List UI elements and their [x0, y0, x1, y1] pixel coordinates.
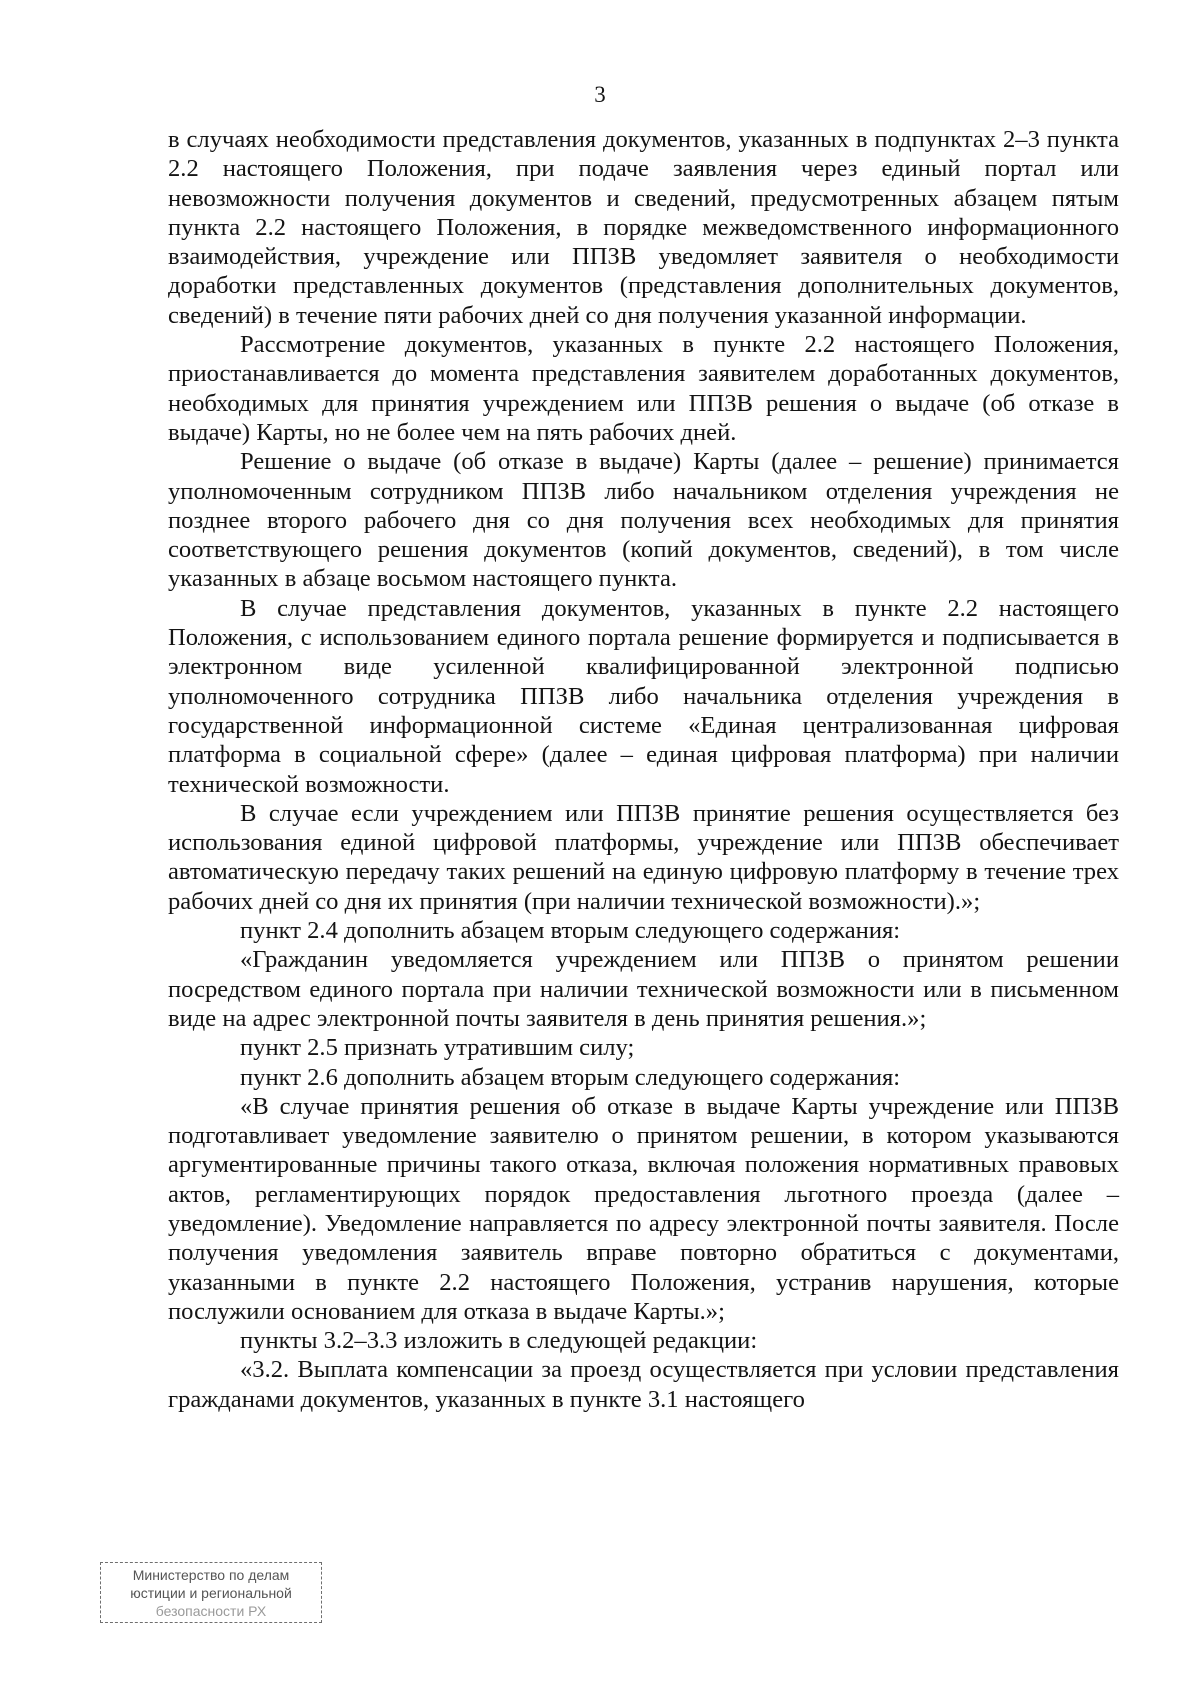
paragraph: в случаях необходимости представления документов, указанных в подпунктах 2–3 пункта 2.2 настоящего Положения, при подаче заявления через единый портал или невозможности получения документов и сведений, предусмотренных абзацем пятым пункта 2.2 настоящего Положения, в порядке межведомственного информационного взаимодействия, учреждение или ППЗВ уведомляет заявителя о необходимости доработки представленных документов (представления дополнительных документов, сведений) в течение пяти рабочих дней со дня получения указанной информации.	[168, 126, 1119, 329]
paragraph: пункт 2.4 дополнить абзацем вторым следующего содержания:	[240, 917, 901, 945]
page-number: 3	[594, 82, 606, 107]
paragraph: «Гражданин уведомляется учреждением или ППЗВ о принятом решении посредством единого портала при наличии технической возможности или в письменном виде на адрес электронной почты заявителя в день принятия решения.»;	[168, 946, 1119, 1032]
stamp-line: безопасности РХ	[155, 1603, 267, 1619]
paragraph: пункт 2.5 признать утратившим силу;	[240, 1034, 635, 1062]
ministry-stamp	[100, 1562, 322, 1623]
paragraph: пункт 2.6 дополнить абзацем вторым следующего содержания:	[240, 1063, 901, 1091]
document-body	[168, 125, 1119, 1414]
paragraph: Решение о выдаче (об отказе в выдаче) Карты (далее – решение) принимается уполномоченным сотрудником ППЗВ либо начальником отделения учреждения не позднее второго рабочего дня со дня получения всех необходимых для принятия соответствующего решения документов (копий документов, сведений), в том числе указанных в абзаце восьмом настоящего пункта.	[168, 448, 1119, 593]
paragraph: «3.2. Выплата компенсации за проезд осуществляется при условии представления гражданами документов, указанных в пункте 3.1 настоящего	[168, 1356, 1119, 1413]
paragraph: Рассмотрение документов, указанных в пункте 2.2 настоящего Положения, приостанавливается до момента представления заявителем доработанных документов, необходимых для принятия учреждением или ППЗВ решения о выдаче (об отказе в выдаче) Карты, но не более чем на пять рабочих дней.	[168, 331, 1119, 446]
stamp-line: юстиции и региональной	[130, 1585, 292, 1601]
stamp-line: Министерство по делам	[132, 1567, 290, 1583]
paragraph: «В случае принятия решения об отказе в выдаче Карты учреждение или ППЗВ подготавливает уведомление заявителю о принятом решении, в котором указываются аргументированные причины такого отказа, включая положения нормативных правовых актов, регламентирующих порядок предоставления льготного проезда (далее – уведомление). Уведомление направляется по адресу электронной почты заявителя. После получения уведомления заявитель вправе повторно обратиться с документами, указанными в пункте 2.2 настоящего Положения, устранив нарушения, которые послужили основанием для отказа в выдаче Карты.»;	[168, 1092, 1119, 1325]
paragraph: В случае если учреждением или ППЗВ принятие решения осуществляется без использования единой цифровой платформы, учреждение или ППЗВ обеспечивает автоматическую передачу таких решений на единую цифровую платформу в течение трех рабочих дней со дня их принятия (при наличии технической возможности).»;	[168, 799, 1119, 915]
paragraph: пункты 3.2–3.3 изложить в следующей редакции:	[240, 1327, 758, 1355]
paragraph: В случае представления документов, указанных в пункте 2.2 настоящего Положения, с использованием единого портала решение формируется и подписывается в электронном виде усиленной квалифицированной электронной подписью уполномоченного сотрудника ППЗВ либо начальника отделения учреждения в государственной информационной системе «Единая централизованная цифровая платформа в социальной сфере» (далее – единая цифровая платформа) при наличии технической возможности.	[168, 594, 1119, 798]
